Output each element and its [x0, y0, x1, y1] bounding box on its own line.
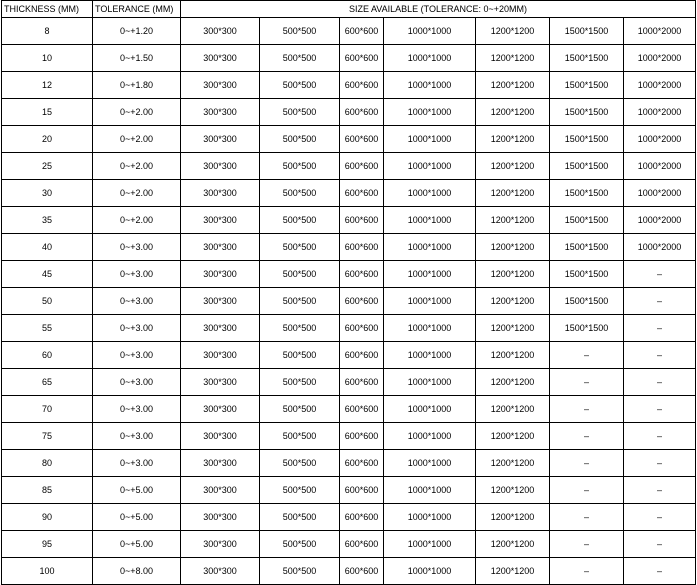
size-cell: 300*300	[181, 315, 260, 342]
thickness-cell: 45	[2, 261, 93, 288]
size-cell: 500*500	[260, 180, 340, 207]
size-cell: 500*500	[260, 558, 340, 585]
size-cell: 600*600	[340, 72, 384, 99]
size-cell: 500*500	[260, 531, 340, 558]
tolerance-cell: 0~+5.00	[93, 504, 181, 531]
size-cell: 300*300	[181, 369, 260, 396]
table-row	[2, 288, 696, 315]
size-cell: 1000*1000	[384, 558, 476, 585]
size-cell: 600*600	[340, 126, 384, 153]
size-cell: 500*500	[260, 261, 340, 288]
thickness-cell: 20	[2, 126, 93, 153]
size-cell: 500*500	[260, 369, 340, 396]
size-cell: 1000*1000	[384, 180, 476, 207]
tolerance-cell: 0~+1.50	[93, 45, 181, 72]
size-cell: 300*300	[181, 234, 260, 261]
size-cell: 1000*1000	[384, 18, 476, 45]
size-cell: –	[550, 369, 624, 396]
size-cell: 1000*2000	[624, 153, 696, 180]
size-cell: –	[550, 558, 624, 585]
thickness-cell: 60	[2, 342, 93, 369]
tolerance-cell: 0~+5.00	[93, 477, 181, 504]
size-cell: 500*500	[260, 450, 340, 477]
size-cell: 1200*1200	[476, 531, 550, 558]
size-cell: 300*300	[181, 99, 260, 126]
size-cell: 300*300	[181, 126, 260, 153]
size-cell: –	[550, 396, 624, 423]
size-cell: –	[550, 504, 624, 531]
thickness-cell: 35	[2, 207, 93, 234]
table-row	[2, 234, 696, 261]
size-cell: –	[624, 342, 696, 369]
table-row	[2, 369, 696, 396]
table-row	[2, 531, 696, 558]
size-cell: 1000*2000	[624, 45, 696, 72]
size-cell: –	[624, 450, 696, 477]
size-cell: 300*300	[181, 423, 260, 450]
size-cell: 1200*1200	[476, 288, 550, 315]
tolerance-cell: 0~+2.00	[93, 180, 181, 207]
size-cell: –	[624, 396, 696, 423]
tolerance-cell: 0~+3.00	[93, 315, 181, 342]
size-cell: 1200*1200	[476, 423, 550, 450]
size-cell: 1200*1200	[476, 315, 550, 342]
size-cell: 1000*2000	[624, 72, 696, 99]
table-row	[2, 558, 696, 585]
size-cell: 600*600	[340, 504, 384, 531]
size-cell: 1000*1000	[384, 315, 476, 342]
size-cell: 600*600	[340, 153, 384, 180]
size-cell: 1500*1500	[550, 72, 624, 99]
size-cell: 1000*1000	[384, 45, 476, 72]
size-cell: 1200*1200	[476, 234, 550, 261]
table-row	[2, 180, 696, 207]
table-row	[2, 342, 696, 369]
size-cell: 300*300	[181, 396, 260, 423]
size-cell: 500*500	[260, 99, 340, 126]
thickness-cell: 12	[2, 72, 93, 99]
size-cell: 1200*1200	[476, 261, 550, 288]
size-cell: 600*600	[340, 342, 384, 369]
size-cell: 1200*1200	[476, 558, 550, 585]
size-cell: 500*500	[260, 423, 340, 450]
thickness-cell: 8	[2, 18, 93, 45]
size-cell: 1000*1000	[384, 342, 476, 369]
size-cell: 500*500	[260, 126, 340, 153]
size-cell: 500*500	[260, 396, 340, 423]
thickness-cell: 25	[2, 153, 93, 180]
size-cell: 1200*1200	[476, 45, 550, 72]
thickness-cell: 40	[2, 234, 93, 261]
size-cell: –	[624, 558, 696, 585]
size-cell: 300*300	[181, 477, 260, 504]
size-cell: –	[624, 504, 696, 531]
size-cell: –	[624, 288, 696, 315]
size-cell: 600*600	[340, 450, 384, 477]
size-cell: 1200*1200	[476, 18, 550, 45]
size-cell: 1500*1500	[550, 99, 624, 126]
size-cell: 1000*1000	[384, 261, 476, 288]
size-cell: 1000*1000	[384, 99, 476, 126]
tolerance-cell: 0~+5.00	[93, 531, 181, 558]
header-thickness: THICKNESS (MM)	[2, 1, 93, 18]
tolerance-cell: 0~+2.00	[93, 99, 181, 126]
tolerance-cell: 0~+3.00	[93, 423, 181, 450]
size-cell: –	[550, 423, 624, 450]
size-cell: 1000*1000	[384, 369, 476, 396]
size-cell: 300*300	[181, 261, 260, 288]
tolerance-cell: 0~+2.00	[93, 126, 181, 153]
size-cell: 1500*1500	[550, 261, 624, 288]
size-cell: 1000*2000	[624, 180, 696, 207]
size-cell: 1500*1500	[550, 315, 624, 342]
size-cell: 500*500	[260, 72, 340, 99]
size-cell: –	[550, 450, 624, 477]
size-cell: 300*300	[181, 558, 260, 585]
size-cell: 1000*1000	[384, 396, 476, 423]
size-cell: 600*600	[340, 531, 384, 558]
size-cell: 1500*1500	[550, 288, 624, 315]
thickness-cell: 80	[2, 450, 93, 477]
tolerance-cell: 0~+3.00	[93, 288, 181, 315]
size-cell: 500*500	[260, 45, 340, 72]
thickness-cell: 50	[2, 288, 93, 315]
table-row	[2, 315, 696, 342]
size-tolerance-table	[1, 0, 696, 585]
size-cell: 1000*2000	[624, 99, 696, 126]
size-cell: 500*500	[260, 234, 340, 261]
size-cell: 1200*1200	[476, 342, 550, 369]
table-row	[2, 504, 696, 531]
size-cell: 300*300	[181, 342, 260, 369]
size-cell: 1500*1500	[550, 153, 624, 180]
size-cell: 1200*1200	[476, 396, 550, 423]
table-row	[2, 396, 696, 423]
size-cell: 500*500	[260, 477, 340, 504]
table-row	[2, 261, 696, 288]
size-cell: 300*300	[181, 450, 260, 477]
size-cell: 1200*1200	[476, 126, 550, 153]
table-row	[2, 207, 696, 234]
size-cell: 1000*2000	[624, 234, 696, 261]
size-cell: 600*600	[340, 18, 384, 45]
tolerance-cell: 0~+3.00	[93, 450, 181, 477]
thickness-cell: 10	[2, 45, 93, 72]
size-cell: 500*500	[260, 504, 340, 531]
thickness-cell: 15	[2, 99, 93, 126]
table-body	[2, 18, 696, 585]
thickness-cell: 55	[2, 315, 93, 342]
size-cell: 1200*1200	[476, 450, 550, 477]
size-cell: 600*600	[340, 261, 384, 288]
tolerance-cell: 0~+1.20	[93, 18, 181, 45]
size-cell: 600*600	[340, 477, 384, 504]
table-row	[2, 18, 696, 45]
size-cell: 1200*1200	[476, 153, 550, 180]
thickness-cell: 30	[2, 180, 93, 207]
tolerance-cell: 0~+3.00	[93, 261, 181, 288]
size-cell: 1500*1500	[550, 45, 624, 72]
size-cell: 600*600	[340, 396, 384, 423]
size-cell: 1500*1500	[550, 234, 624, 261]
size-cell: 1200*1200	[476, 99, 550, 126]
size-cell: 1500*1500	[550, 207, 624, 234]
size-cell: 600*600	[340, 180, 384, 207]
header-tolerance: TOLERANCE (MM)	[93, 1, 181, 18]
thickness-cell: 75	[2, 423, 93, 450]
table-row	[2, 477, 696, 504]
thickness-cell: 90	[2, 504, 93, 531]
table-row	[2, 45, 696, 72]
size-cell: 1000*1000	[384, 504, 476, 531]
tolerance-cell: 0~+3.00	[93, 342, 181, 369]
size-cell: 1500*1500	[550, 126, 624, 153]
size-cell: 1000*1000	[384, 531, 476, 558]
size-cell: –	[550, 342, 624, 369]
size-cell: 1500*1500	[550, 18, 624, 45]
size-cell: 500*500	[260, 18, 340, 45]
size-cell: –	[550, 531, 624, 558]
size-cell: 600*600	[340, 288, 384, 315]
tolerance-cell: 0~+8.00	[93, 558, 181, 585]
size-cell: 600*600	[340, 99, 384, 126]
size-cell: 1000*1000	[384, 234, 476, 261]
tolerance-cell: 0~+3.00	[93, 396, 181, 423]
thickness-cell: 95	[2, 531, 93, 558]
size-cell: 1000*1000	[384, 153, 476, 180]
size-cell: 300*300	[181, 180, 260, 207]
table-row	[2, 153, 696, 180]
size-cell: 600*600	[340, 234, 384, 261]
tolerance-cell: 0~+2.00	[93, 207, 181, 234]
size-cell: 1200*1200	[476, 180, 550, 207]
size-cell: 600*600	[340, 45, 384, 72]
size-cell: –	[624, 477, 696, 504]
size-cell: 1500*1500	[550, 180, 624, 207]
size-cell: –	[624, 531, 696, 558]
thickness-cell: 65	[2, 369, 93, 396]
tolerance-cell: 0~+1.80	[93, 72, 181, 99]
size-cell: 300*300	[181, 288, 260, 315]
size-cell: 300*300	[181, 45, 260, 72]
size-cell: 300*300	[181, 207, 260, 234]
size-cell: 1200*1200	[476, 72, 550, 99]
size-cell: 300*300	[181, 504, 260, 531]
thickness-cell: 70	[2, 396, 93, 423]
size-cell: 1200*1200	[476, 207, 550, 234]
size-cell: 1200*1200	[476, 369, 550, 396]
thickness-cell: 100	[2, 558, 93, 585]
size-cell: 600*600	[340, 423, 384, 450]
table-row	[2, 450, 696, 477]
size-cell: 1000*2000	[624, 207, 696, 234]
size-cell: 1000*1000	[384, 477, 476, 504]
size-cell: 600*600	[340, 315, 384, 342]
table-row	[2, 423, 696, 450]
tolerance-cell: 0~+3.00	[93, 369, 181, 396]
header-row	[2, 1, 696, 18]
size-cell: 500*500	[260, 342, 340, 369]
size-cell: 1000*2000	[624, 126, 696, 153]
size-cell: 1200*1200	[476, 504, 550, 531]
size-cell: 1000*1000	[384, 288, 476, 315]
size-cell: 1000*1000	[384, 126, 476, 153]
size-cell: –	[550, 477, 624, 504]
size-cell: –	[624, 261, 696, 288]
size-cell: 600*600	[340, 207, 384, 234]
size-cell: –	[624, 369, 696, 396]
tolerance-cell: 0~+2.00	[93, 153, 181, 180]
size-cell: 1000*1000	[384, 450, 476, 477]
header-size-available: SIZE AVAILABLE (TOLERANCE: 0~+20MM)	[181, 1, 696, 18]
table-row	[2, 126, 696, 153]
size-cell: 500*500	[260, 207, 340, 234]
size-cell: 300*300	[181, 72, 260, 99]
size-cell: 300*300	[181, 153, 260, 180]
size-cell: 300*300	[181, 18, 260, 45]
size-cell: 300*300	[181, 531, 260, 558]
size-cell: –	[624, 423, 696, 450]
size-cell: 1000*1000	[384, 423, 476, 450]
size-cell: 600*600	[340, 369, 384, 396]
size-cell: 500*500	[260, 153, 340, 180]
size-cell: 500*500	[260, 288, 340, 315]
size-cell: 1200*1200	[476, 477, 550, 504]
size-cell: 1000*1000	[384, 72, 476, 99]
table-row	[2, 99, 696, 126]
thickness-cell: 85	[2, 477, 93, 504]
size-cell: 1000*2000	[624, 18, 696, 45]
tolerance-cell: 0~+3.00	[93, 234, 181, 261]
size-cell: 600*600	[340, 558, 384, 585]
size-cell: –	[624, 315, 696, 342]
table-row	[2, 72, 696, 99]
size-cell: 1000*1000	[384, 207, 476, 234]
size-cell: 500*500	[260, 315, 340, 342]
